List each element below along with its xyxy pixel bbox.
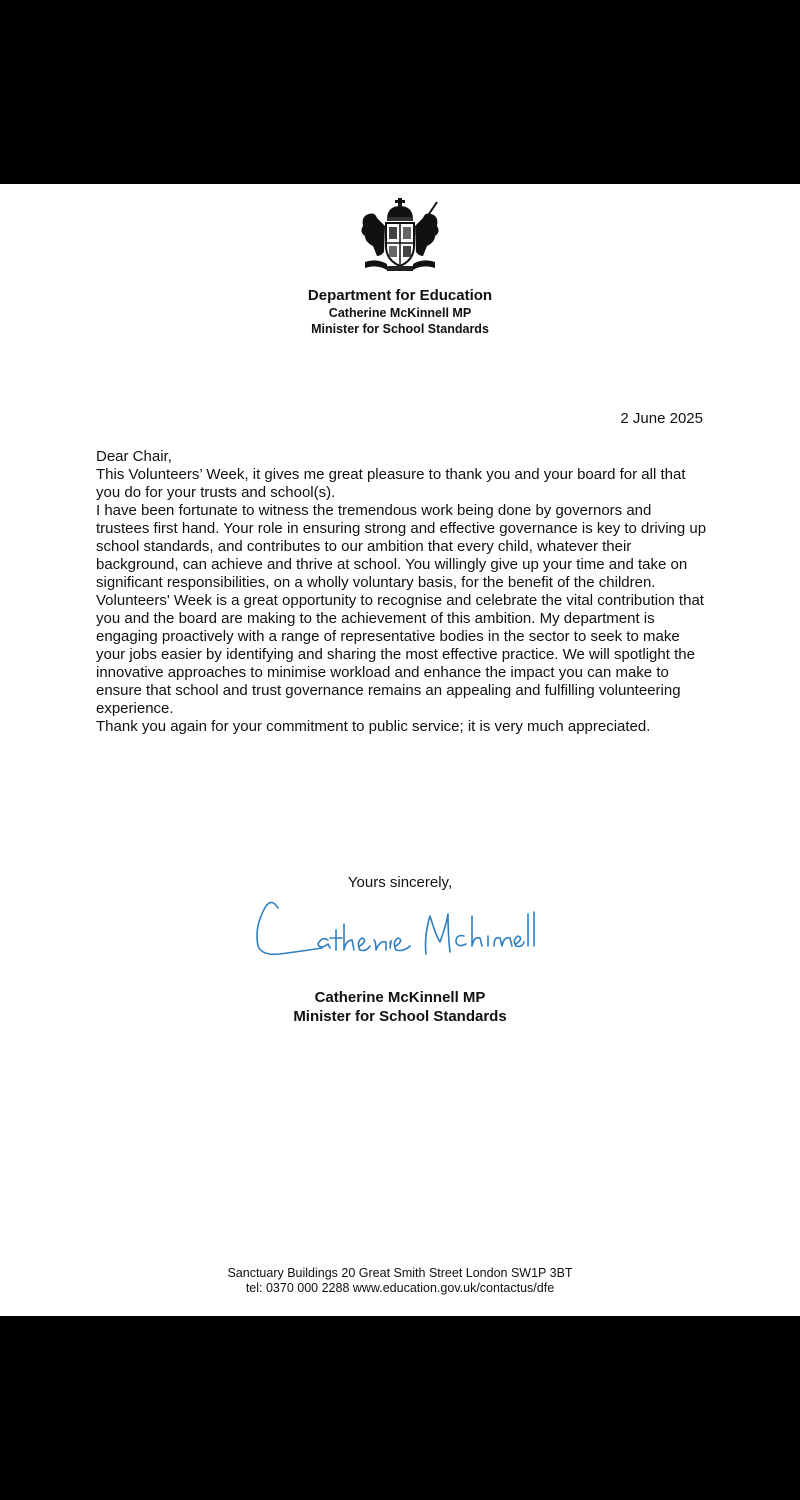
letterhead xyxy=(0,286,800,337)
paragraph: I have been fortunate to witness the tremendous work being done by governors and trustees first hand. Your role in ensuring strong and effective governance is key to driving up school standards, and contributes to our ambition that every child, whatever their background, can achieve and thrive at school. You willingly give up your time and take on significant responsibilities, on a wholly voluntary basis, for the benefit of the children. xyxy=(96,502,707,591)
closing: Yours sincerely, xyxy=(347,874,453,891)
royal-coat-of-arms-icon xyxy=(355,196,445,276)
letter-footer xyxy=(0,1266,800,1296)
letter-body xyxy=(96,448,708,736)
salutation: Dear Chair, xyxy=(96,448,172,465)
paragraph: Volunteers' Week is a great opportunity to recognise and celebrate the vital contribution that you and the board are making to the achievement of this ambition. My department is engaging proactively with a range of representative bodies in the sector to seek to make your jobs easier by identifying and sharing the most effective practice. We will spotlight the innovative approaches to minimise workload and enhance the impact you can make to ensure that school and trust governance remains an appealing and fulfilling volunteering experience. xyxy=(96,592,704,717)
signer-block xyxy=(0,988,800,1026)
paragraph: Thank you again for your commitment to public service; it is very much appreciated. xyxy=(96,718,651,735)
minister-title: Minister for School Standards xyxy=(311,322,489,336)
footer-address: Sanctuary Buildings 20 Great Smith Street London SW1P 3BT xyxy=(227,1266,573,1280)
footer-contact: tel: 0370 000 2288 www.education.gov.uk/contactus/dfe xyxy=(245,1281,555,1295)
department-name: Department for Education xyxy=(307,287,493,304)
signer-name: Catherine McKinnell MP xyxy=(314,989,486,1006)
paragraph: This Volunteers’ Week, it gives me great pleasure to thank you and your board for all that you do for your trusts and school(s). xyxy=(96,466,686,501)
signer-title: Minister for School Standards xyxy=(293,1008,507,1025)
minister-name: Catherine McKinnell MP xyxy=(328,306,472,320)
letter-page xyxy=(0,184,800,1316)
handwritten-signature xyxy=(250,896,540,966)
letter-date: 2 June 2025 xyxy=(620,410,703,427)
